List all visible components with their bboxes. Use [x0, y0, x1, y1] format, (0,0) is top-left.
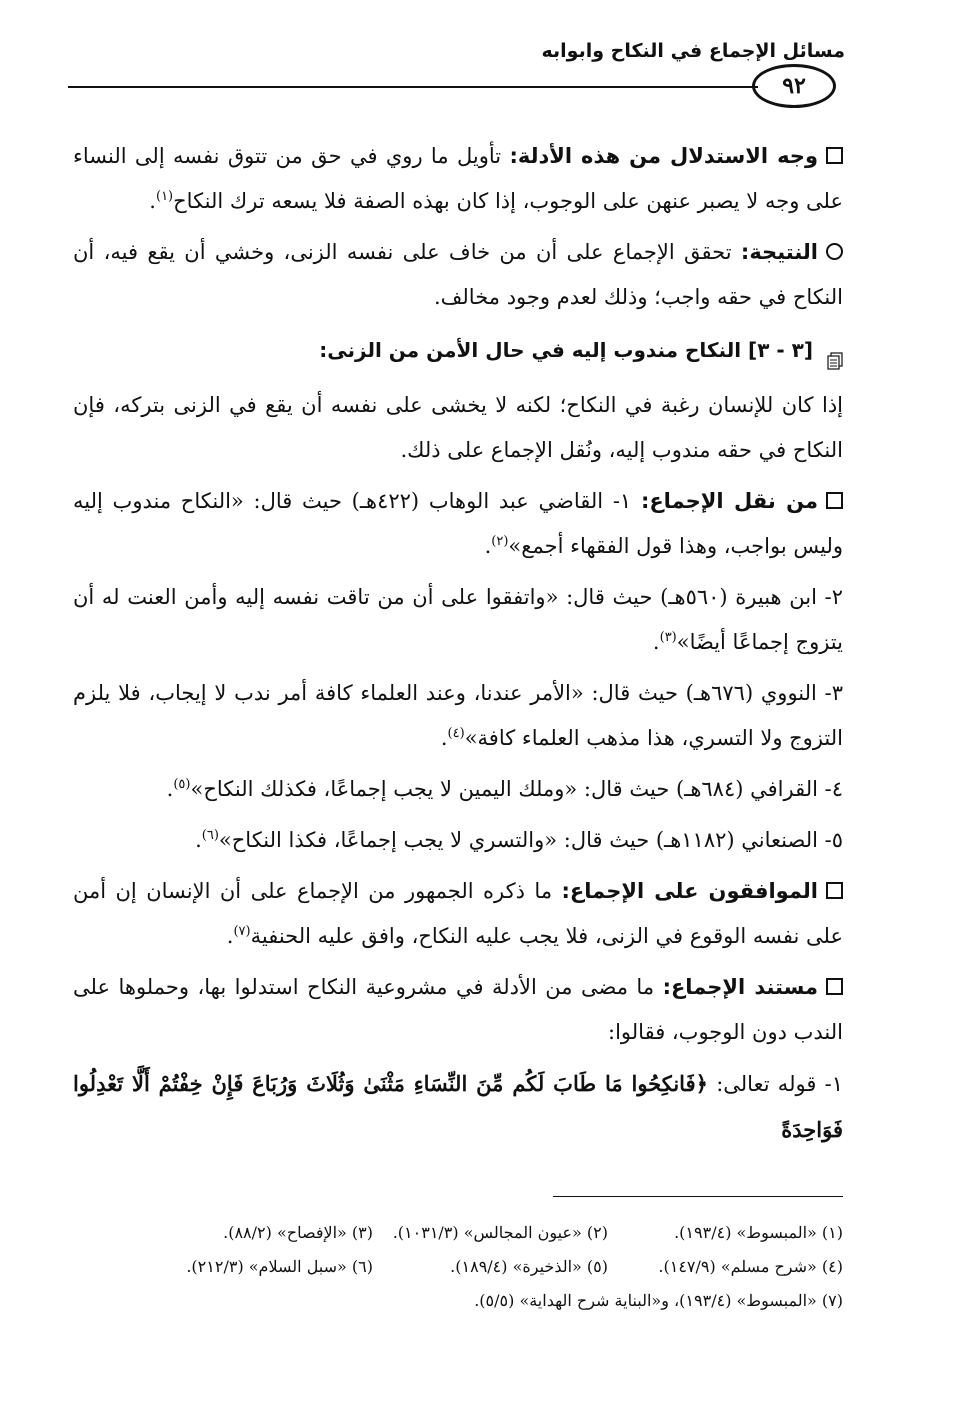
- footnote-ref: (٧): [233, 924, 251, 939]
- paragraph-lead: مستند الإجماع:: [662, 975, 819, 999]
- paragraph-transmitters: [73, 479, 843, 569]
- paragraph-lead: الموافقون على الإجماع:: [561, 879, 818, 903]
- paragraph-text: تأويل ما روي في حق من تتوق نفسه إلى النساء على وجه لا يصبر عنهن على الوجوب، إذا كان بهذه الصفة فلا يسعه ترك النكاح: [73, 144, 843, 213]
- footnote-4: (٤) «شرح مسلم» (١٤٧/٩).: [658, 1257, 843, 1276]
- paragraph-text: ما مضى من الأدلة في مشروعية النكاح استدلوا بها، وحملوها على الندب دون الوجوب، فقالوا:: [73, 975, 843, 1044]
- footnote-2: (٢) «عيون المجالس» (١٠٣١/٣).: [392, 1223, 608, 1242]
- paragraph-text: ١- قوله تعالى:: [707, 1072, 843, 1096]
- paragraph-result: [73, 230, 843, 320]
- section-heading: [73, 328, 843, 373]
- footnote-row: [73, 1216, 843, 1250]
- paragraph-lead: من نقل الإجماع:: [640, 489, 818, 513]
- paragraph-qarafi: [73, 767, 843, 812]
- paragraph-end: .: [149, 189, 156, 213]
- paragraph-lead: وجه الاستدلال من هذه الأدلة:: [509, 144, 818, 168]
- paragraph-text: ١- القاضي عبد الوهاب (٤٢٢هـ) حيث قال: «النكاح مندوب إليه وليس بواجب، وهذا قول الفقهاء أجمع»: [73, 489, 843, 558]
- paragraph-ibn-hubayra: [73, 575, 843, 665]
- paragraph-nawawi: [73, 671, 843, 761]
- footnote-1: (١) «المبسوط» (١٩٣/٤).: [674, 1223, 843, 1242]
- footnote-row: [73, 1250, 843, 1284]
- square-bullet-icon: [826, 492, 843, 509]
- circle-bullet-icon: [826, 243, 843, 260]
- footnote-ref: (٤): [447, 726, 465, 741]
- footnote-3: (٣) «الإفصاح» (٨٨/٢).: [223, 1223, 373, 1242]
- footnotes: [73, 1216, 843, 1318]
- paragraph-end: .: [195, 828, 202, 852]
- paragraph-end: .: [440, 726, 448, 750]
- paragraph-verse: [73, 1061, 843, 1153]
- paragraph-end: .: [166, 777, 174, 801]
- footnote-row: [73, 1284, 843, 1318]
- paragraph-lead: النتيجة:: [740, 240, 818, 264]
- paragraph-text: ما ذكره الجمهور من الإجماع على أن الإنسان إن أمن على نفسه الوقوع في الزنى، فلا يجب عليه النكاح، وافق عليه الحنفية: [73, 879, 843, 948]
- footnote-ref: (٥): [173, 777, 191, 792]
- running-title: مسائل الإجماع في النكاح وابوابه: [541, 40, 845, 62]
- paragraph-intro: [73, 383, 843, 473]
- footnote-ref: (٦): [201, 828, 219, 843]
- footnote-ref: (٣): [659, 630, 677, 645]
- paragraph-text: ٤- القرافي (٦٨٤هـ) حيث قال: «وملك اليمين لا يجب إجماعًا، فكذلك النكاح»: [190, 777, 843, 801]
- paragraph-end: .: [652, 630, 660, 654]
- square-bullet-icon: [826, 882, 843, 899]
- paragraph-end: .: [226, 924, 234, 948]
- paragraph-agreeing: [73, 869, 843, 959]
- paragraph-text: إذا كان للإنسان رغبة في النكاح؛ لكنه لا يخشى على نفسه أن يقع في الزنى بتركه، فإن النكاح في حقه مندوب إليه، ونُقل الإجماع على ذلك.: [73, 393, 843, 462]
- paragraph-sanani: [73, 818, 843, 863]
- footnote-rule: [553, 1196, 843, 1197]
- square-bullet-icon: [826, 147, 843, 164]
- paragraph-text: ٣- النووي (٦٧٦هـ) حيث قال: «الأمر عندنا، وعند العلماء كافة أمر ندب لا إيجاب، فلا يلزم التزوج ولا التسري، هذا مذهب العلماء كافة»: [73, 681, 843, 750]
- paragraph-end: .: [484, 534, 492, 558]
- footnote-5: (٥) «الذخيرة» (١٨٩/٤).: [450, 1257, 608, 1276]
- paragraph-basis: [73, 965, 843, 1055]
- square-bullet-icon: [826, 978, 843, 995]
- main-text: [73, 134, 843, 1159]
- page-number: ٩٢: [752, 64, 836, 108]
- header-rule: [68, 86, 758, 88]
- paragraph-text: تحقق الإجماع على أن من خاف على نفسه الزنى، وخشي أن يقع فيه، أن النكاح في حقه واجب؛ وذلك لعدم وجود مخالف.: [73, 240, 843, 309]
- footnote-7: (٧) «المبسوط» (١٩٣/٤)، و«البناية شرح الهداية» (٥/٥).: [474, 1291, 843, 1310]
- paragraph-evidence-reasoning: [73, 134, 843, 224]
- footnote-ref: (٢): [491, 534, 509, 549]
- footnote-6: (٦) «سبل السلام» (٢١٢/٣).: [186, 1257, 373, 1276]
- section-heading-text: [٣ - ٣] النكاح مندوب إليه في حال الأمن من الزنى:: [319, 338, 813, 362]
- paragraph-text: ٢- ابن هبيرة (٥٦٠هـ) حيث قال: «واتفقوا على أن من تاقت نفسه إليه وأمن العنت له أن يتزوج إجماعًا أيضًا»: [73, 585, 843, 654]
- footnote-ref: (١): [155, 189, 174, 204]
- paragraph-text: ٥- الصنعاني (١١٨٢هـ) حيث قال: «والتسري لا يجب إجماعًا، فكذا النكاح»: [218, 828, 843, 852]
- section-pages-icon: [827, 341, 843, 359]
- quran-verse: ﴿فَانكِحُوا مَا طَابَ لَكُم مِّنَ النِّسَاءِ مَثْنَىٰ وَثُلَاثَ وَرُبَاعَ فَإِنْ خِفْتُمْ أَلَّا تَعْدِلُوا فَوَاحِدَةً: [73, 1071, 843, 1142]
